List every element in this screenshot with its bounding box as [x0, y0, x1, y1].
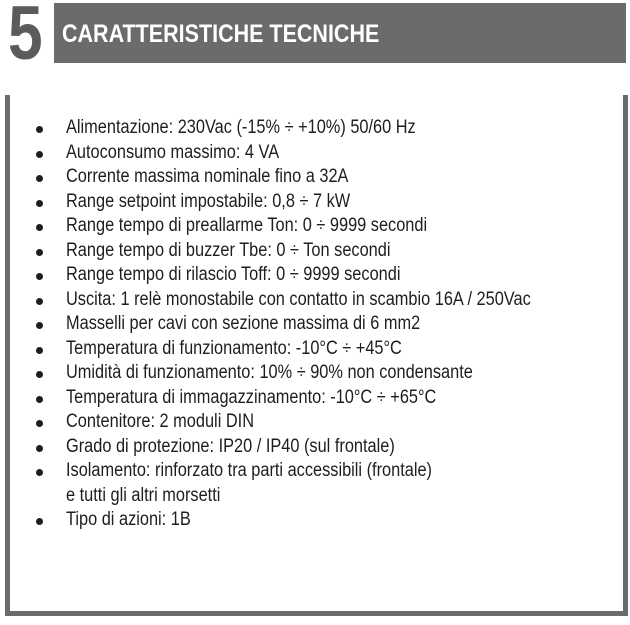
bullet-icon [36, 445, 43, 452]
spec-item [32, 435, 617, 460]
spec-item [32, 508, 617, 533]
spec-item [32, 337, 617, 362]
spec-text: Range tempo di rilascio Toff: 0 ÷ 9999 secondi [66, 264, 401, 285]
spec-item [32, 214, 617, 239]
spec-text: Umidità di funzionamento: 10% ÷ 90% non condensante [66, 362, 473, 383]
spec-text: Temperatura di funzionamento: -10°C ÷ +45°C [66, 337, 402, 359]
spec-text: Tipo di azioni: 1B [66, 509, 191, 530]
spec-text: Range setpoint impostabile: 0,8 ÷ 7 kW [66, 190, 351, 212]
spec-text: Autoconsumo massimo: 4 VA [66, 141, 280, 163]
spec-list [32, 116, 617, 533]
bullet-icon [36, 298, 43, 305]
spec-text: Grado di protezione: IP20 / IP40 (sul frontale) [66, 435, 395, 457]
spec-item [32, 386, 617, 411]
spec-item [32, 410, 617, 435]
spec-text: Corrente massima nominale fino a 32A [66, 166, 349, 187]
spec-text: Contenitore: 2 moduli DIN [66, 411, 255, 432]
bullet-icon [36, 273, 43, 280]
bullet-icon [36, 347, 43, 354]
spec-item [32, 190, 617, 215]
bullet-icon [36, 200, 43, 207]
spec-item [32, 165, 617, 190]
spec-item [32, 239, 617, 264]
bullet-icon [36, 151, 43, 158]
spec-item [32, 288, 617, 313]
spec-text: Isolamento: rinforzato tra parti accessibili (frontale) [66, 460, 432, 481]
bullet-icon [36, 249, 43, 256]
spec-text: Alimentazione: 230Vac (-15% ÷ +10%) 50/60 Hz [66, 117, 416, 138]
spec-text: Range tempo di buzzer Tbe: 0 ÷ Ton secondi [66, 239, 391, 261]
bullet-icon [36, 469, 43, 476]
spec-item [32, 263, 617, 288]
section-number: 5 [8, 0, 42, 76]
specs-box [5, 95, 628, 616]
bullet-icon [36, 371, 43, 378]
spec-text: Range tempo di preallarme Ton: 0 ÷ 9999 secondi [66, 215, 428, 236]
spec-text: Temperatura di immagazzinamento: -10°C ÷ +65°C [66, 386, 437, 408]
spec-item [32, 312, 617, 337]
bullet-icon [36, 175, 43, 182]
bullet-icon [36, 518, 43, 525]
spec-text: e tutti gli altri morsetti [66, 484, 221, 506]
spec-text: Uscita: 1 relè monostabile con contatto in scambio 16A / 250Vac [66, 288, 531, 310]
spec-item [32, 116, 617, 141]
spec-item [32, 361, 617, 386]
bullet-icon [36, 224, 43, 231]
bullet-icon [36, 322, 43, 329]
bullet-icon [36, 126, 43, 133]
spec-item [32, 141, 617, 166]
bullet-icon [36, 420, 43, 427]
spec-item [32, 459, 617, 508]
header-bar [54, 3, 626, 63]
section-title: CARATTERISTICHE TECNICHE [62, 20, 380, 48]
spec-text: Masselli per cavi con sezione massima di 6 mm2 [66, 313, 421, 334]
bullet-icon [36, 396, 43, 403]
